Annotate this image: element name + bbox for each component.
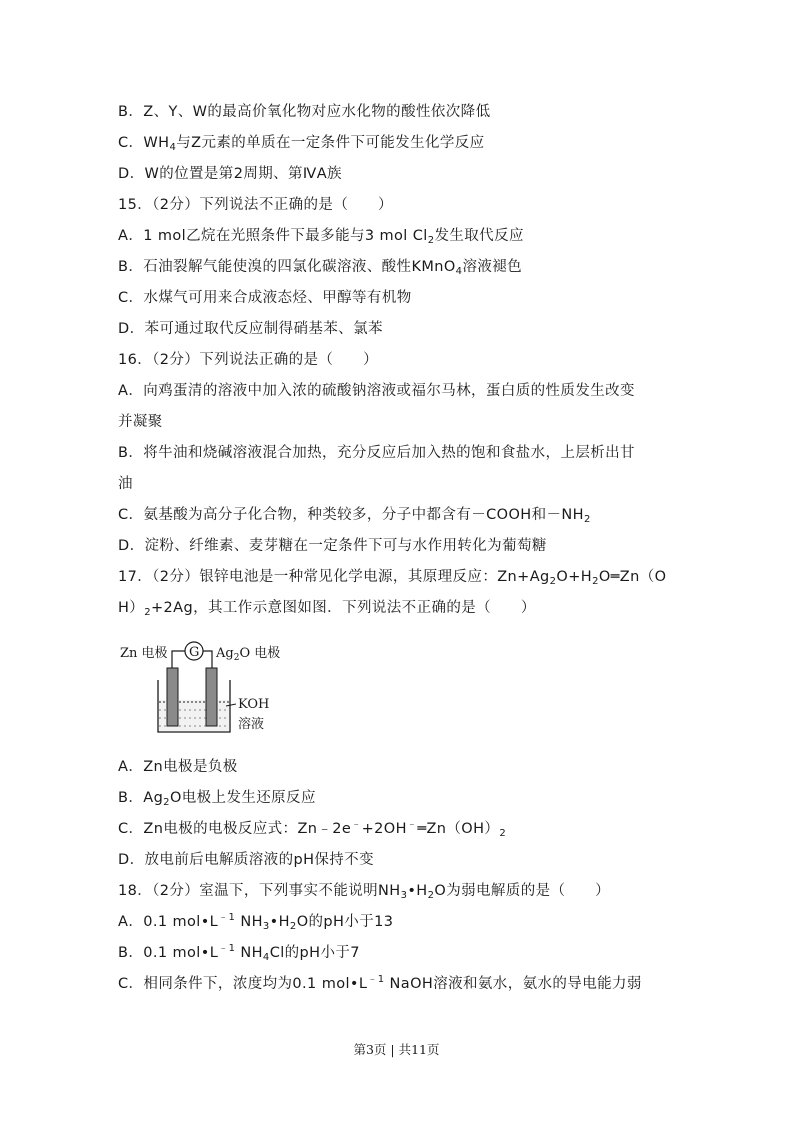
zn-electrode-label: Zn 电极 — [120, 646, 168, 661]
ag2o-electrode-label: $Ag_2O$ 电极 — [216, 646, 281, 663]
battery-diagram — [118, 638, 288, 738]
option-line: 并凝聚 — [118, 414, 163, 430]
option-line: C．Zn电极的电极反应式：$Zn﹣2e^﹣+2OH^﹣═Zn(OH)_2$ — [118, 819, 507, 839]
option-line: C．氨基酸为高分子化合物，种类较多，分子中都含有－COOH和$-NH_2$ — [118, 507, 591, 525]
koh-label: KOH — [238, 697, 270, 712]
option-line: B．石油裂解气能使溴的四氯化碳溶液、酸性KMnO$_4$溶液褪色 — [118, 259, 523, 277]
option-line: 油 — [118, 476, 133, 492]
option-line: D．淀粉、纤维素、麦芽糖在一定条件下可与水作用转化为葡萄糖 — [118, 538, 547, 554]
option-line: A．1 mol乙烷在光照条件下最多能与3 mol $Cl_2$发生取代反应 — [118, 228, 524, 246]
page-footer: 第3页 | 共11页 — [353, 1042, 440, 1057]
option-line: C．水煤气可用来合成液态烃、甲醇等有机物 — [118, 290, 412, 306]
option-line: D．放电前后电解质溶液的pH保持不变 — [118, 852, 374, 868]
option-line: B．$Ag_2O$电极上发生还原反应 — [118, 790, 316, 808]
option-line: A．0.1 $mol•L^{﹣1}$ $NH_3•H_2O$的pH小于13 — [118, 912, 394, 932]
question-stem: $H)_2+2Ag$，其工作示意图如图．下列说法不正确的是（ ） — [118, 600, 536, 618]
galvanometer-label: G — [189, 645, 200, 660]
option-line: A．Zn电极是负极 — [118, 759, 238, 775]
option-line: B．Z、Y、W的最高价氧化物对应水化物的酸性依次降低 — [118, 104, 491, 120]
question-stem: 18．（2分）室温下，下列事实不能说明$NH_3•H_2O$为弱电解质的是（ ） — [118, 883, 611, 901]
option-line: D．W的位置是第2周期、第ⅣA族 — [118, 166, 342, 182]
option-line: C．$WH_4$与Z元素的单质在一定条件下可能发生化学反应 — [118, 135, 485, 153]
option-line: D．苯可通过取代反应制得硝基苯、氯苯 — [118, 321, 383, 337]
option-line: B．0.1 $mol•L^{﹣1}$ $NH_4Cl$的pH小于7 — [118, 943, 360, 963]
question-stem: 17．（2分）银锌电池是一种常见化学电源，其原理反应：$Zn+Ag_2O+H_2O═Zn(O$ — [118, 569, 667, 587]
question-stem: 16．（2分）下列说法正确的是（ ） — [118, 352, 379, 368]
option-line: B．将牛油和烧碱溶液混合加热，充分反应后加入热的饱和食盐水，上层析出甘 — [118, 445, 635, 461]
solution-label: 溶液 — [238, 717, 265, 732]
zn-electrode — [167, 668, 178, 726]
option-line: C．相同条件下，浓度均为0.1 $mol•L^{﹣1}$ NaOH溶液和氨水，氨水的导电能力弱 — [118, 974, 642, 992]
question-stem: 15．（2分）下列说法不正确的是（ ） — [118, 197, 393, 213]
ag2o-electrode — [206, 668, 217, 726]
option-line: A．向鸡蛋清的溶液中加入浓的硫酸钠溶液或福尔马林，蛋白质的性质发生改变 — [118, 383, 635, 399]
